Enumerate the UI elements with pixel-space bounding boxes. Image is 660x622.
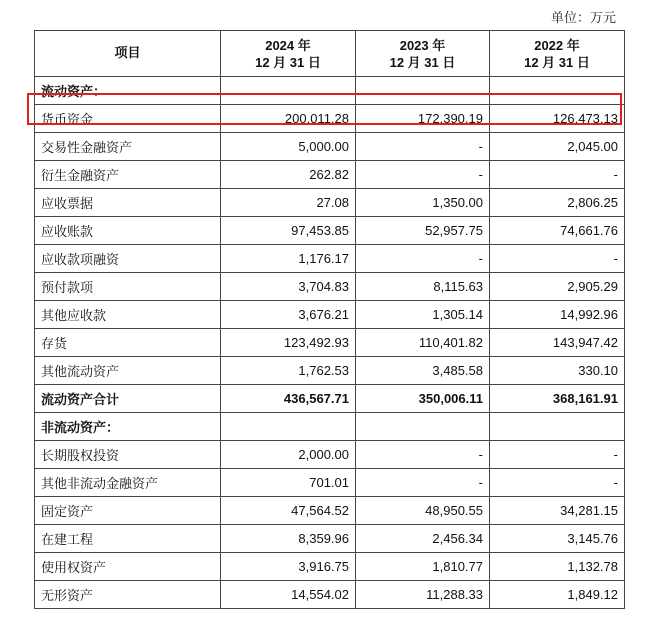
table-row bbox=[35, 469, 625, 497]
cell-2023: 2,456.34 bbox=[356, 525, 490, 553]
row-label: 流动资产： bbox=[35, 77, 221, 105]
cell-2022: 368,161.91 bbox=[490, 385, 625, 413]
table-header-row bbox=[35, 31, 625, 77]
cell-2022 bbox=[490, 413, 625, 441]
cell-2023: - bbox=[356, 161, 490, 189]
cell-2022: - bbox=[490, 441, 625, 469]
cell-2023: 350,006.11 bbox=[356, 385, 490, 413]
table-row bbox=[35, 329, 625, 357]
cell-2022: 14,992.96 bbox=[490, 301, 625, 329]
table-row bbox=[35, 161, 625, 189]
cell-2023 bbox=[356, 77, 490, 105]
row-label: 使用权资产 bbox=[35, 553, 221, 581]
cell-2023: 1,305.14 bbox=[356, 301, 490, 329]
cell-2023: - bbox=[356, 133, 490, 161]
cell-2024: 27.08 bbox=[221, 189, 356, 217]
cell-2024: 3,676.21 bbox=[221, 301, 356, 329]
cell-2022: 2,806.25 bbox=[490, 189, 625, 217]
row-label: 在建工程 bbox=[35, 525, 221, 553]
row-label: 预付款项 bbox=[35, 273, 221, 301]
cell-2023: 52,957.75 bbox=[356, 217, 490, 245]
cell-2024: 262.82 bbox=[221, 161, 356, 189]
cell-2024: 701.01 bbox=[221, 469, 356, 497]
row-label: 固定资产 bbox=[35, 497, 221, 525]
cell-2024: 2,000.00 bbox=[221, 441, 356, 469]
header-2022 bbox=[490, 31, 625, 77]
header-2022-date: 12 月 31 日 bbox=[524, 54, 590, 70]
header-2023-year: 2023 年 bbox=[399, 37, 446, 53]
table-row bbox=[35, 441, 625, 469]
cell-2022: 143,947.42 bbox=[490, 329, 625, 357]
table-row-section-current-assets bbox=[35, 77, 625, 105]
cell-2022: 3,145.76 bbox=[490, 525, 625, 553]
cell-2023: 172,390.19 bbox=[356, 105, 490, 133]
cell-2024: 97,453.85 bbox=[221, 217, 356, 245]
cell-2024 bbox=[221, 77, 356, 105]
header-2024-date: 12 月 31 日 bbox=[255, 54, 321, 70]
row-label: 其他非流动金融资产 bbox=[35, 469, 221, 497]
table-row-cash bbox=[35, 105, 625, 133]
cell-2023: - bbox=[356, 469, 490, 497]
cell-2022: - bbox=[490, 161, 625, 189]
cell-2023: 1,350.00 bbox=[356, 189, 490, 217]
cell-2024: 200,011.28 bbox=[221, 105, 356, 133]
cell-2023: - bbox=[356, 441, 490, 469]
header-2024 bbox=[221, 31, 356, 77]
table-row bbox=[35, 525, 625, 553]
cell-2023: 8,115.63 bbox=[356, 273, 490, 301]
cell-2022 bbox=[490, 77, 625, 105]
cell-2022: 1,132.78 bbox=[490, 553, 625, 581]
row-label: 其他流动资产 bbox=[35, 357, 221, 385]
cell-2024: 3,704.83 bbox=[221, 273, 356, 301]
cell-2024: 5,000.00 bbox=[221, 133, 356, 161]
cell-2023: - bbox=[356, 245, 490, 273]
row-label: 衍生金融资产 bbox=[35, 161, 221, 189]
cell-2024: 436,567.71 bbox=[221, 385, 356, 413]
table-row bbox=[35, 553, 625, 581]
cell-2022: 2,905.29 bbox=[490, 273, 625, 301]
cell-2024: 123,492.93 bbox=[221, 329, 356, 357]
unit-label: 单位：万元 bbox=[550, 11, 616, 26]
cell-2024 bbox=[221, 413, 356, 441]
cell-2024: 8,359.96 bbox=[221, 525, 356, 553]
cell-2024: 47,564.52 bbox=[221, 497, 356, 525]
table-row bbox=[35, 357, 625, 385]
row-label: 应收账款 bbox=[35, 217, 221, 245]
header-item: 项目 bbox=[35, 31, 221, 77]
cell-2024: 3,916.75 bbox=[221, 553, 356, 581]
row-label: 货币资金 bbox=[35, 105, 221, 133]
cell-2022: - bbox=[490, 469, 625, 497]
table-row bbox=[35, 273, 625, 301]
row-label: 非流动资产： bbox=[35, 413, 221, 441]
cell-2023: 1,810.77 bbox=[356, 553, 490, 581]
row-label: 长期股权投资 bbox=[35, 441, 221, 469]
cell-2023: 3,485.58 bbox=[356, 357, 490, 385]
cell-2022: 330.10 bbox=[490, 357, 625, 385]
row-label: 无形资产 bbox=[35, 581, 221, 609]
header-2024-year: 2024 年 bbox=[265, 37, 311, 53]
header-2022-year: 2022 年 bbox=[534, 37, 580, 53]
table-row bbox=[35, 497, 625, 525]
row-label: 存货 bbox=[35, 329, 221, 357]
table-row bbox=[35, 301, 625, 329]
table-row-section-noncurrent-assets bbox=[35, 413, 625, 441]
cell-2022: 1,849.12 bbox=[490, 581, 625, 609]
row-label: 应收票据 bbox=[35, 189, 221, 217]
balance-sheet-table bbox=[34, 30, 625, 609]
cell-2023: 110,401.82 bbox=[356, 329, 490, 357]
table-row bbox=[35, 245, 625, 273]
row-label: 流动资产合计 bbox=[35, 385, 221, 413]
table-row bbox=[35, 189, 625, 217]
cell-2024: 1,176.17 bbox=[221, 245, 356, 273]
row-label: 交易性金融资产 bbox=[35, 133, 221, 161]
cell-2022: 126,473.13 bbox=[490, 105, 625, 133]
table-row bbox=[35, 133, 625, 161]
cell-2022: - bbox=[490, 245, 625, 273]
table-row-current-assets-total bbox=[35, 385, 625, 413]
table-row bbox=[35, 217, 625, 245]
cell-2023 bbox=[356, 413, 490, 441]
row-label: 其他应收款 bbox=[35, 301, 221, 329]
cell-2022: 2,045.00 bbox=[490, 133, 625, 161]
cell-2024: 1,762.53 bbox=[221, 357, 356, 385]
cell-2022: 74,661.76 bbox=[490, 217, 625, 245]
row-label: 应收款项融资 bbox=[35, 245, 221, 273]
header-2023 bbox=[356, 31, 490, 77]
header-2023-date: 12 月 31 日 bbox=[389, 54, 456, 70]
cell-2024: 14,554.02 bbox=[221, 581, 356, 609]
cell-2023: 11,288.33 bbox=[356, 581, 490, 609]
cell-2022: 34,281.15 bbox=[490, 497, 625, 525]
table-row bbox=[35, 581, 625, 609]
cell-2023: 48,950.55 bbox=[356, 497, 490, 525]
